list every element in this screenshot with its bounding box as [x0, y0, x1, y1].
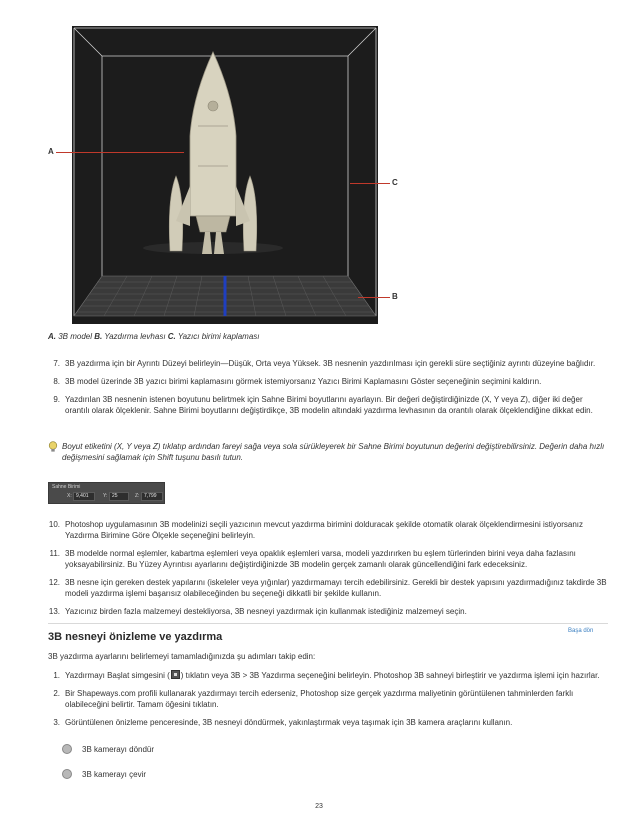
list-item-text-end: ) tıklatın veya 3B > 3B Yazdırma seçeneğini belirleyin. Photoshop 3B sahneyi birleştirir ve yazdırma işlemi için hazırlar.: [180, 671, 600, 680]
list-item: [48, 358, 608, 369]
list-item-number: 10.: [48, 520, 60, 529]
tip-note: [48, 441, 612, 463]
scene-volume-panel: [48, 482, 165, 504]
caption-a-label: A.: [48, 332, 56, 341]
back-to-top-link[interactable]: Başa dön: [568, 628, 594, 634]
caption-b-label: B.: [94, 332, 103, 341]
list-item-text: Bir Shapeways.com profili kullanarak yazdırmayı tercih ederseniz, Photoshop size gerçek yazdırma maliyetinin görüntülenen tahminlerden farklı olabileceğini belirtir. Tamam öğesini tıklatın.: [65, 689, 574, 709]
list-item-text: 3B model üzerinde 3B yazıcı birimi kaplamasını görmek istemiyorsanız Yazıcı Birimi Kaplamasını Göster seçeneğinin seçimini kaldırın.: [65, 377, 542, 386]
page-number: 23: [315, 803, 323, 810]
list-item: [48, 670, 608, 681]
caption-b-text: Yazdırma levhası: [102, 332, 168, 341]
list-item-text: Görüntülenen önizleme penceresinde, 3B nesneyi döndürmek, yakınlaştırmak veya taşımak için 3B kamera araçlarını kullanın.: [65, 718, 513, 727]
list-item: [48, 688, 608, 710]
x-value-field[interactable]: 9,401: [73, 492, 95, 501]
callout-a-line: [56, 152, 184, 153]
callout-c-line: [350, 183, 390, 184]
list-item: [48, 519, 608, 541]
camera-tool-label: 3B kamerayı çevir: [82, 770, 147, 779]
rotate-camera-icon: [62, 744, 72, 754]
camera-tool-label: 3B kamerayı döndür: [82, 745, 155, 754]
caption-a-text: 3B model: [56, 332, 95, 341]
3d-print-preview-figure: [72, 26, 378, 324]
list-item-number: 12.: [48, 578, 60, 587]
list-item-number: 7.: [53, 359, 60, 368]
list-item: [48, 394, 608, 416]
rocket-3d-model: [143, 52, 283, 254]
list-item: [48, 548, 608, 570]
callout-a-label: A: [48, 147, 54, 156]
lightbulb-icon: [48, 441, 58, 453]
list-item-number: 13.: [48, 607, 60, 616]
3d-scene-svg: [72, 26, 378, 324]
panel-title: Sahne Birimi: [52, 484, 81, 490]
list-item-number: 8.: [53, 377, 60, 386]
list-item-text: Yazıcınız birden fazla malzemeyi destekliyorsa, 3B nesneyi yazdırmak için kullanmak istediğiniz malzemeyi seçin.: [65, 607, 467, 616]
list-item-text: 3B modelde normal eşlemler, kabartma eşlemleri veya opaklık eşlemleri varsa, modeli yazdırırken bu eşlem türlerinden birini veya daha fazlasını yoksayabilirsiniz. Bu Yüzey Ayrıntısı ayarlarını değiştirdiğinizde 3B modelin gerçek zamanlı olarak güncellendiğini fark edeceksiniz.: [65, 549, 576, 569]
list-item-text: 3B nesne için gereken destek yapılarını (iskeleler veya yığınlar) yazdırmamayı tercih edebilirsiniz. Gerekli bir destek yapısını yazdırmadığınız takdirde 3B modeli yazdırma işlemi başarısız olabileceğinden bu seçeneği dikkatli bir şekilde kullanın.: [65, 578, 607, 598]
steps-list-top: [48, 358, 608, 423]
start-print-icon: [171, 670, 180, 679]
section-intro: 3B yazdırma ayarlarını belirlemeyi tamamladığınızda şu adımları takip edin:: [48, 652, 316, 661]
list-item: [48, 717, 608, 728]
list-item-number: 9.: [53, 395, 60, 404]
callout-b-label: B: [392, 292, 398, 301]
y-value-field[interactable]: 25: [109, 492, 129, 501]
x-label[interactable]: X:: [67, 493, 72, 499]
list-item-number: 2.: [53, 689, 60, 698]
list-item-text: Photoshop uygulamasının 3B modelinizi seçili yazıcının mevcut yazdırma birimini dolduracak şekilde otomatik olarak ölçeklendirmesini istiyorsanız Yazdırma Birimine Göre Ölçekle seçeneğini belirleyin.: [65, 520, 584, 540]
steps-list-print: [48, 670, 608, 735]
list-item-text-start: Yazdırmayı Başlat simgesini (: [65, 671, 170, 680]
list-item-number: 1.: [53, 671, 60, 680]
z-label[interactable]: Z:: [135, 493, 140, 499]
y-label[interactable]: Y:: [103, 493, 108, 499]
tip-text: Boyut etiketini (X, Y veya Z) tıklatıp ardından fareyi sağa veya sola sürükleyerek bir Sahne Birimi boyutunun değerini değiştirebilirsiniz. Değerin daha hızlı değişmesini sağlamak için Shift tuşunu basılı tutun.: [62, 442, 605, 462]
z-value-field[interactable]: 7,799: [141, 492, 163, 501]
steps-list-bottom: [48, 519, 608, 624]
list-item-text: 3B yazdırma için bir Ayrıntı Düzeyi belirleyin—Düşük, Orta veya Yüksek. 3B nesnenin yazdırılması için gerekli süre seçtiğiniz ayrıntı düzeyine bağlıdır.: [65, 359, 596, 368]
list-item: [48, 376, 608, 387]
caption-c-text: Yazıcı birimi kaplaması: [175, 332, 260, 341]
section-heading: 3B nesneyi önizleme ve yazdırma: [48, 631, 223, 643]
list-item: [48, 606, 608, 617]
list-item-text: Yazdırılan 3B nesnenin istenen boyutunu belirtmek için Sahne Birimi boyutlarını ayarlayın. Bir değeri değiştirdiğinizde (X, Y veya Z), diğer iki değer orantılı olarak ölçeklenir. Sahne Birimi boyutlarını değiştirdikçe, 3B modelin altındaki yazdırma levhasının da orantılı olarak ölçeklendiğine dikkat edin.: [65, 395, 593, 415]
print-bed: [74, 276, 376, 316]
roll-camera-icon: [62, 769, 72, 779]
callout-b-line: [358, 297, 390, 298]
callout-c-label: C: [392, 178, 398, 187]
list-item-number: 3.: [53, 718, 60, 727]
list-item-number: 11.: [49, 549, 60, 558]
caption-c-label: C.: [167, 332, 176, 341]
section-divider: [48, 623, 608, 624]
figure-caption: [48, 332, 260, 341]
list-item: [48, 577, 608, 599]
